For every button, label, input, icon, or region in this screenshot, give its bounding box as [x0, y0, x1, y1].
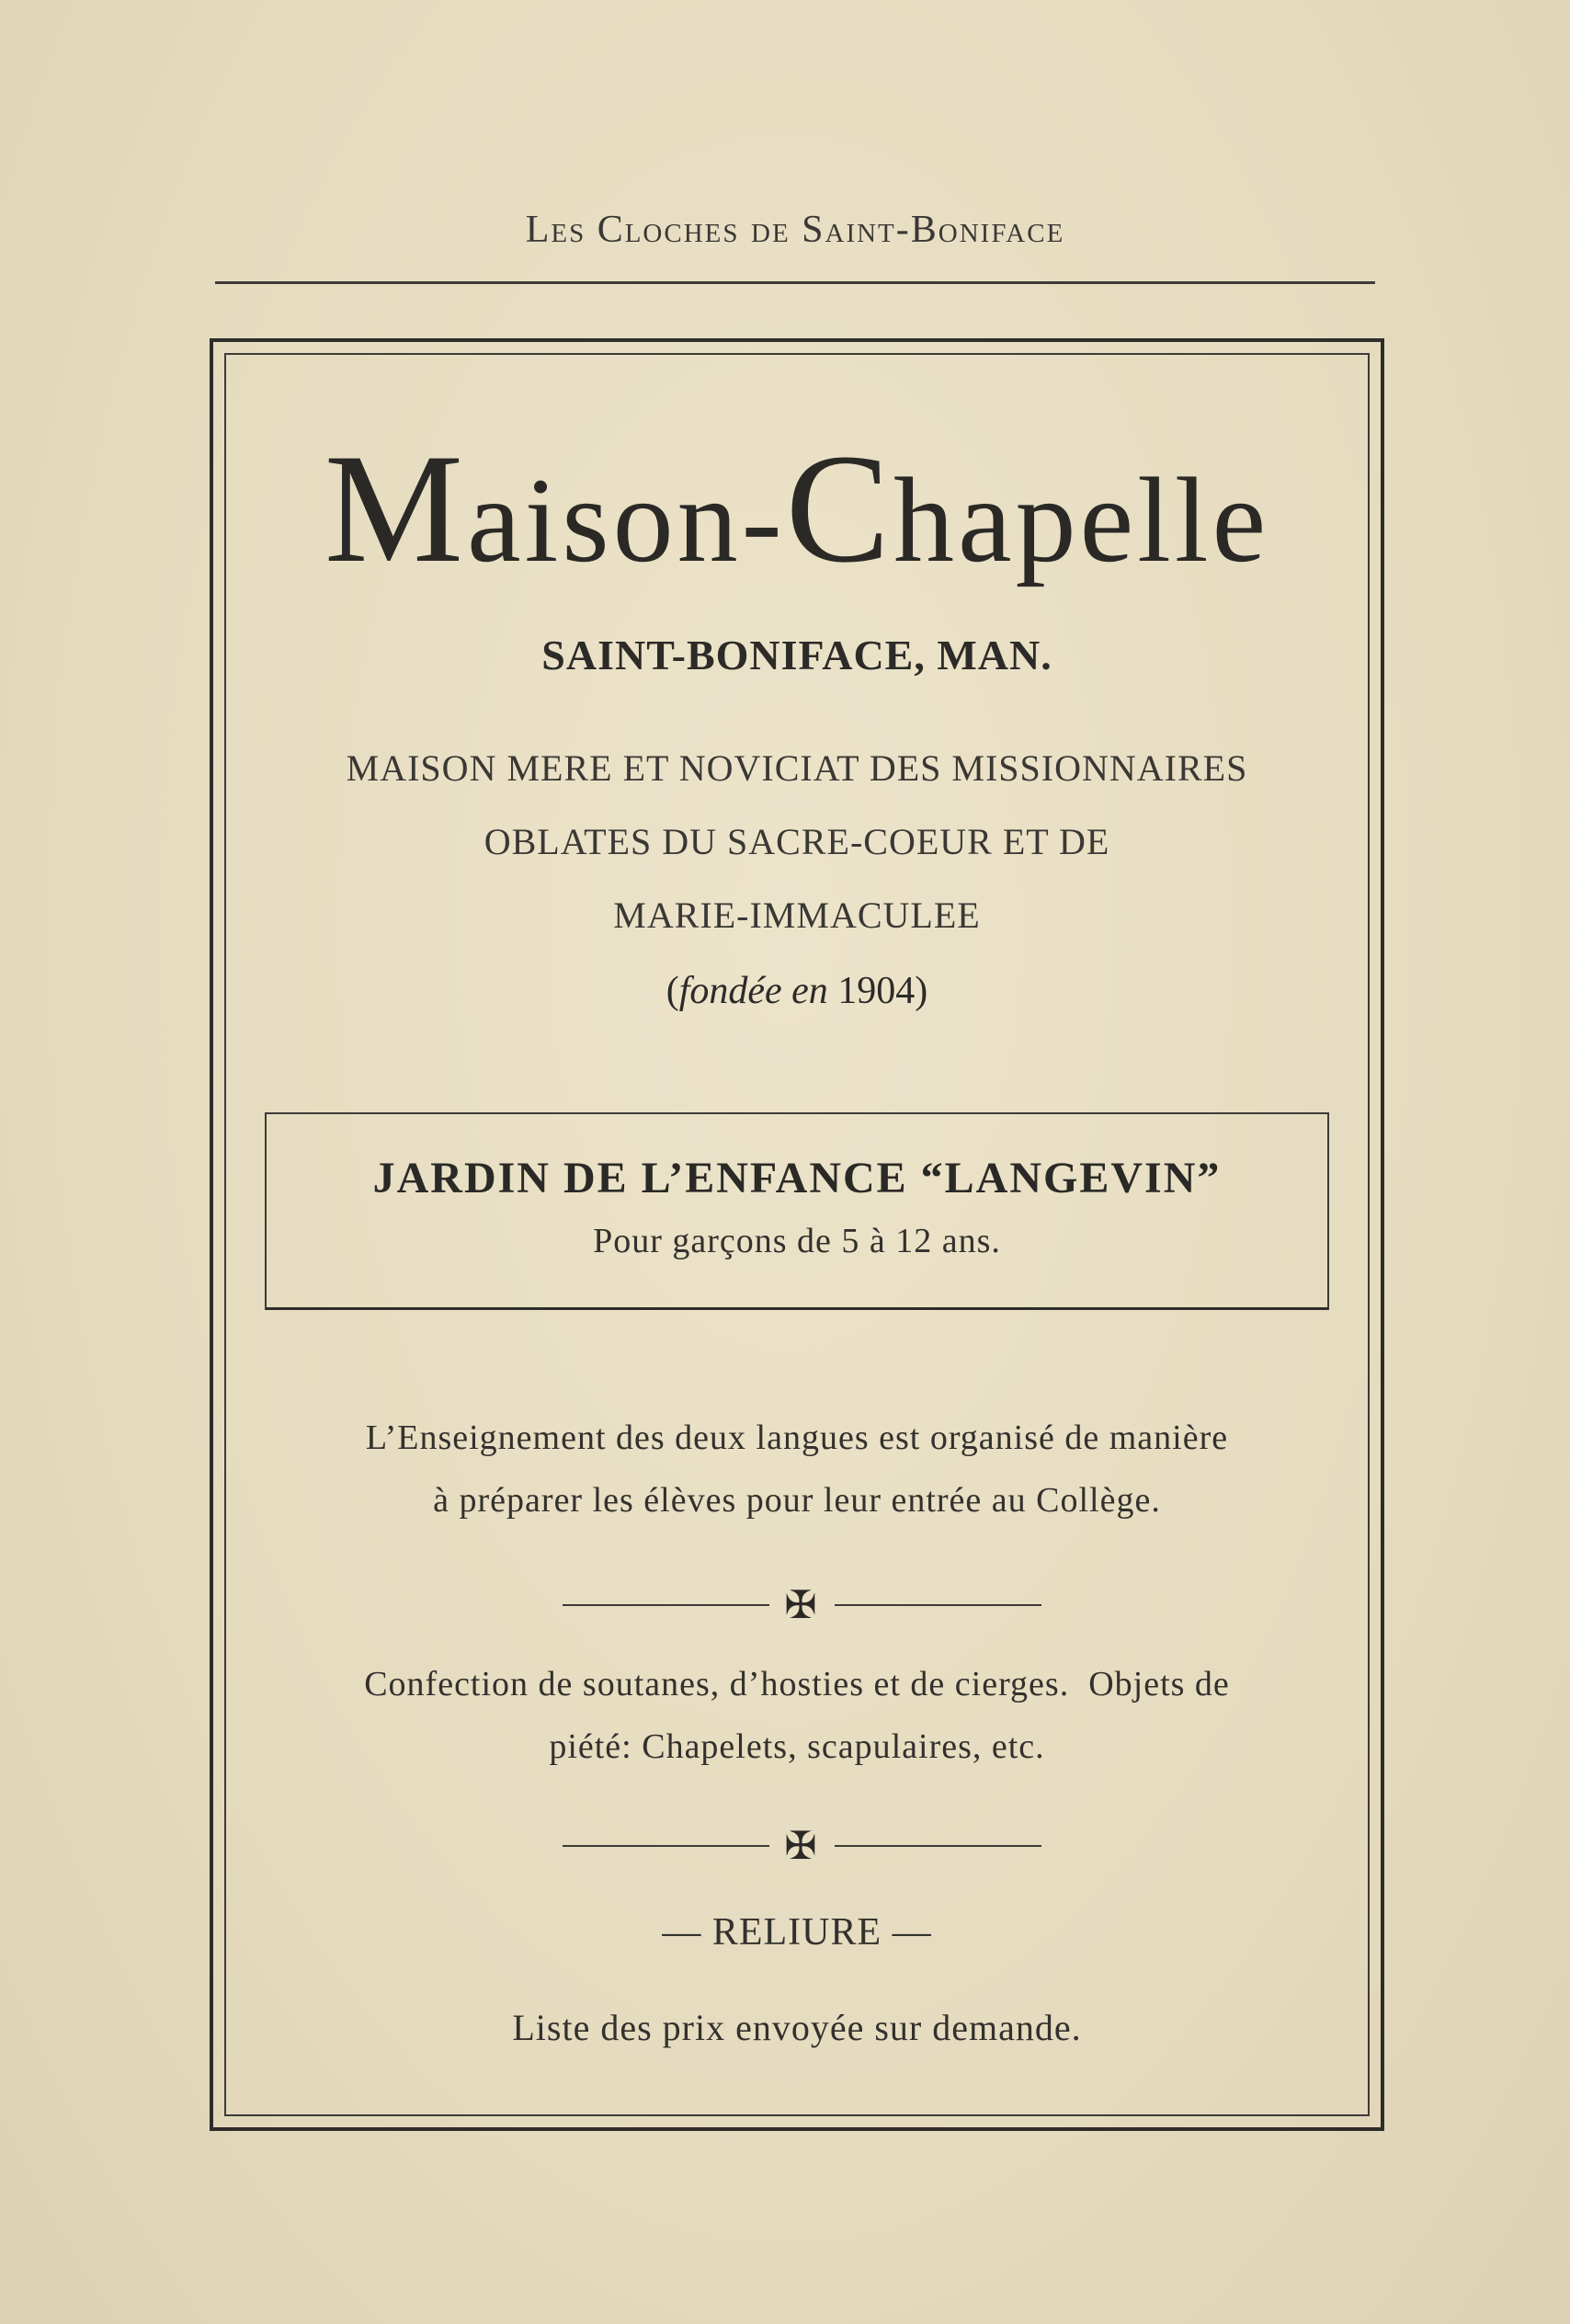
kindergarten-title: JARDIN DE L’ENFANCE “LANGEVIN”: [372, 1154, 1222, 1202]
founded-open-paren: (: [666, 970, 679, 1012]
products-paragraph: [226, 1653, 1368, 1778]
title-part-1: aison-: [467, 452, 786, 587]
paragraph-line: à préparer les élèves pour leur entrée au Collège.: [433, 1481, 1161, 1520]
advertisement-title: [226, 422, 1368, 595]
price-list-note: Liste des prix envoyée sur demande.: [512, 2007, 1082, 2048]
founded-note: [226, 969, 1368, 1013]
teaching-paragraph: [226, 1407, 1368, 1532]
cross-icon: ✠: [784, 1823, 817, 1868]
paragraph-line: Confection de soutanes, d’hosties et de cierges. Objets de: [364, 1665, 1230, 1703]
location-subtitle: SAINT-BONIFACE, MAN.: [541, 632, 1052, 678]
paragraph-line: piété: Chapelets, scapulaires, etc.: [549, 1727, 1045, 1766]
institution-description: [226, 732, 1368, 952]
kindergarten-box: [265, 1112, 1329, 1310]
paragraph-line: L’Enseignement des deux langues est organisé de manière: [365, 1418, 1229, 1457]
description-line: MARIE-IMMACULEE: [613, 894, 981, 936]
separator-line: [563, 1845, 769, 1847]
description-line: MAISON MERE ET NOVICIAT DES MISSIONNAIRES: [346, 747, 1248, 789]
advertisement-frame: [210, 338, 1384, 2131]
separator-line: [563, 1604, 769, 1606]
separator-line: [835, 1845, 1041, 1847]
running-head: Les Cloches de Saint-Boniface: [525, 209, 1065, 251]
cross-separator: [226, 1823, 1368, 1869]
description-line: OBLATES DU SACRE-COEUR ET DE: [484, 821, 1110, 862]
separator-line: [835, 1604, 1041, 1606]
founded-year: 1904): [837, 970, 928, 1012]
kindergarten-subtitle: Pour garçons de 5 à 12 ans.: [593, 1222, 1001, 1260]
title-part-2: hapelle: [893, 452, 1270, 587]
title-initial-m: M: [324, 422, 468, 595]
binding-heading: — RELIURE —: [662, 1911, 932, 1954]
cross-icon: ✠: [784, 1582, 817, 1627]
title-initial-c: C: [785, 422, 894, 595]
founded-label: fondée en: [678, 970, 828, 1012]
advertisement-inner-frame: [224, 353, 1370, 2116]
header-rule: [215, 281, 1375, 284]
cross-separator: [226, 1582, 1368, 1628]
